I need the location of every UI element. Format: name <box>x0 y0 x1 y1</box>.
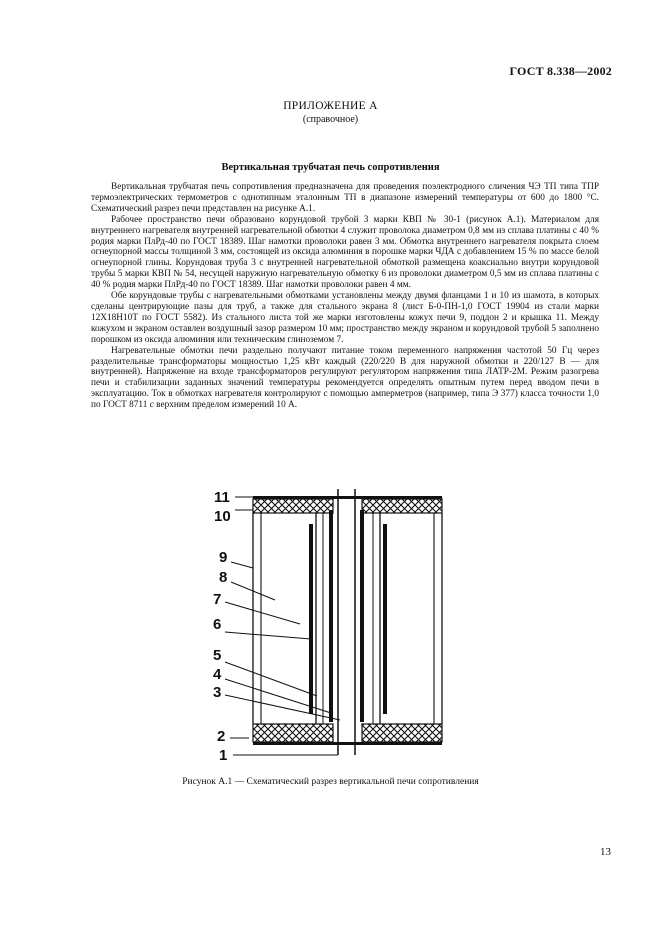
label-7: 7 <box>213 591 222 608</box>
flange-10 <box>253 499 442 513</box>
page-number: 13 <box>600 846 611 858</box>
label-1: 1 <box>219 747 228 764</box>
label-3: 3 <box>213 684 222 701</box>
label-6: 6 <box>213 616 222 633</box>
tray-2 <box>253 742 442 745</box>
label-9: 9 <box>219 549 228 566</box>
furnace-figure <box>205 484 465 764</box>
outer-winding-6 <box>309 524 387 714</box>
inner-winding-4 <box>329 510 364 722</box>
paragraph: Рабочее пространство печи образовано корундовой трубой 3 марки КВП № 30-1 (рисунок А.1). Материалом для внутреннего нагревателя внутренней нагревательной обмотки 4 служит проволока диаметром 0,8 мм из сплава платины с 40 % родия марки ПлРд-40 по ГОСТ 18389. Шаг намотки проволоки равен 3 мм. Обмотка внутреннего нагревателя покрыта слоем огнеупорной массы толщиной 3 мм, состоящей из оксида алюминия в порошке марки ЧДА с добавлением 15 % по массе белой огнеупорной глины. Корундовая труба 3 с внутренней нагревательной обмоткой размещена коаксиально внутри корундовой трубы 5 марки КВП № 54, несущей наружную нагревательную обмотку 6 из проволоки диаметром 0,5 мм из сплава платины с 40 % родия марки ПлРд-40 по ГОСТ 18389. Шаг намотки проволоки равен 4 мм. <box>91 214 599 291</box>
paragraph: Обе корундовые трубы с нагревательными обмотками установлены между двумя фланцами 1 и 10 из шамота, в которых сделаны центрирующие пазы для труб, а также для стального экрана 8 (лист Б-0-ПН-1,0 ГОСТ 19904 из стали марки 12Х18Н10Т по ГОСТ 5582). Из стального листа той же марки изготовлены кожух печи 9, поддон 2 и крышка 11. Между кожухом и экраном оставлен воздушный зазор размером 10 мм; пространство между экраном и корундовой трубой 5 заполнено порошком из оксида алюминия или техническим глиноземом 7. <box>91 291 599 345</box>
screen-8 <box>261 513 434 724</box>
label-10: 10 <box>214 508 231 525</box>
outer-tube-5 <box>316 513 380 724</box>
section-title: Вертикальная трубчатая печь сопротивления <box>221 162 440 173</box>
label-2: 2 <box>217 728 226 745</box>
appendix-type: (справочное) <box>302 114 359 125</box>
paragraph: Нагревательные обмотки печи раздельно получают питание током переменного напряжения частотой 50 Гц через разделительные трансформаторы мощностью 1,25 кВт каждый (220/220 В для наружной обмотки и 220/127 В — для внутренней). Напряжение на входе трансформаторов регулируют регулятором напряжения типа ЛАТР-2М. Режим разогрева печи и стабилизации заданных значений температуры рекомендуется определять опытным путем перед вводом печи в эксплуатацию. Ток в обмотках нагревателя контролируют с помощью амперметров (например, типа Э 377) класса точности 1,0 по ГОСТ 8711 с верхним пределом измерений 10 А. <box>91 345 599 411</box>
standard-number: ГОСТ 8.338—2002 <box>509 64 612 78</box>
inner-tube-3 <box>338 489 355 755</box>
body-text <box>91 182 599 411</box>
label-4: 4 <box>213 666 222 683</box>
label-5: 5 <box>213 647 222 664</box>
appendix-title: ПРИЛОЖЕНИЕ А <box>283 100 378 112</box>
callout-labels <box>213 489 231 764</box>
flange-1 <box>253 724 442 742</box>
paragraph: Вертикальная трубчатая печь сопротивления предназначена для проведения поэлектродного сличения ЧЭ ТП типа ТПР термоэлектрических термометров с однотипным эталонным ТП в диапазоне измерений температуры от 600 до 1800 °С. Схематический разрез печи представлен на рисунке А.1. <box>91 182 599 214</box>
label-8: 8 <box>219 569 228 586</box>
furnace-cross-section-diagram <box>205 484 465 764</box>
figure-caption: Рисунок А.1 — Схематический разрез вертикальной печи сопротивления <box>182 777 479 787</box>
label-11: 11 <box>214 489 230 506</box>
